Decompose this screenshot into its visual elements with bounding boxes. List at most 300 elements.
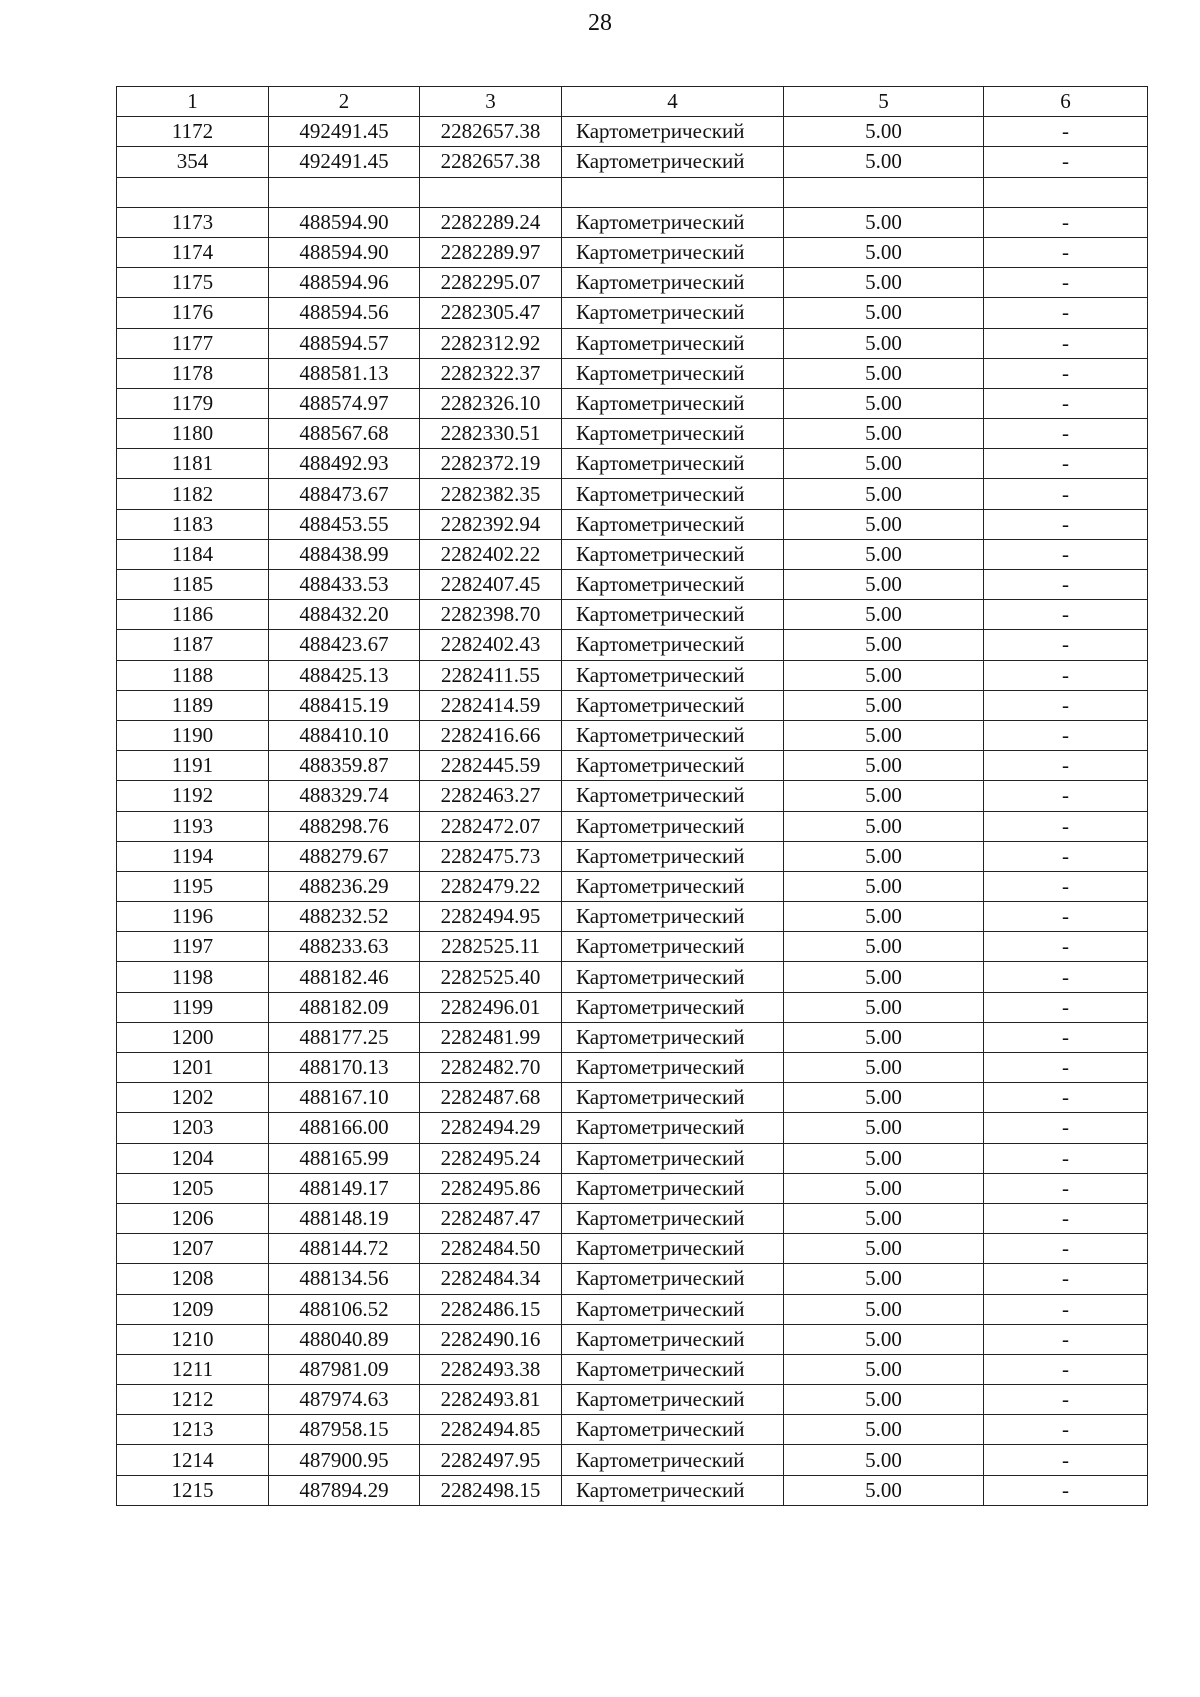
- table-row: [117, 751, 1148, 781]
- method-cell: Картометрический: [562, 720, 784, 750]
- method-cell: Картометрический: [562, 539, 784, 569]
- description-cell: -: [984, 781, 1148, 811]
- y-coordinate-cell: 2282295.07: [420, 268, 562, 298]
- y-coordinate-cell: 2282486.15: [420, 1294, 562, 1324]
- y-coordinate-cell: 2282479.22: [420, 871, 562, 901]
- method-cell: Картометрический: [562, 1354, 784, 1384]
- method-cell: Картометрический: [562, 207, 784, 237]
- description-cell: -: [984, 1113, 1148, 1143]
- description-cell: -: [984, 841, 1148, 871]
- table-row: [117, 419, 1148, 449]
- point-number-cell: 1200: [117, 1022, 269, 1052]
- accuracy-cell: 5.00: [784, 1354, 984, 1384]
- point-number-cell: 1178: [117, 358, 269, 388]
- description-cell: -: [984, 449, 1148, 479]
- point-number-cell: 1211: [117, 1354, 269, 1384]
- x-coordinate-cell: 488433.53: [269, 570, 420, 600]
- x-coordinate-cell: 488182.09: [269, 992, 420, 1022]
- description-cell: -: [984, 630, 1148, 660]
- method-cell: Картометрический: [562, 630, 784, 660]
- description-cell: -: [984, 962, 1148, 992]
- x-coordinate-cell: 488492.93: [269, 449, 420, 479]
- point-number-cell: 1194: [117, 841, 269, 871]
- description-cell: -: [984, 570, 1148, 600]
- point-number-cell: 1203: [117, 1113, 269, 1143]
- description-cell: -: [984, 1173, 1148, 1203]
- description-cell: -: [984, 932, 1148, 962]
- x-coordinate-cell: 488453.55: [269, 509, 420, 539]
- method-cell: Картометрический: [562, 1053, 784, 1083]
- point-number-cell: 1189: [117, 690, 269, 720]
- method-cell: Картометрический: [562, 1203, 784, 1233]
- x-coordinate-cell: 488594.96: [269, 268, 420, 298]
- accuracy-cell: 5.00: [784, 268, 984, 298]
- point-number-cell: 354: [117, 147, 269, 177]
- y-coordinate-cell: 2282322.37: [420, 358, 562, 388]
- description-cell: -: [984, 600, 1148, 630]
- accuracy-cell: 5.00: [784, 1324, 984, 1354]
- description-cell: -: [984, 1445, 1148, 1475]
- description-cell: -: [984, 479, 1148, 509]
- accuracy-cell: 5.00: [784, 570, 984, 600]
- x-coordinate-cell: 488233.63: [269, 932, 420, 962]
- table-row: [117, 1083, 1148, 1113]
- description-cell: -: [984, 1083, 1148, 1113]
- method-cell: Картометрический: [562, 117, 784, 147]
- y-coordinate-cell: 2282481.99: [420, 1022, 562, 1052]
- y-coordinate-cell: 2282305.47: [420, 298, 562, 328]
- point-number-cell: 1197: [117, 932, 269, 962]
- x-coordinate-cell: 488423.67: [269, 630, 420, 660]
- accuracy-cell: 5.00: [784, 660, 984, 690]
- method-cell: Картометрический: [562, 1113, 784, 1143]
- point-number-cell: 1185: [117, 570, 269, 600]
- table-row: [117, 1324, 1148, 1354]
- description-cell: -: [984, 1234, 1148, 1264]
- accuracy-cell: 5.00: [784, 690, 984, 720]
- table-row: [117, 962, 1148, 992]
- x-coordinate-cell: 488166.00: [269, 1113, 420, 1143]
- y-coordinate-cell: 2282402.43: [420, 630, 562, 660]
- table-row: [117, 1143, 1148, 1173]
- point-number-cell: 1198: [117, 962, 269, 992]
- accuracy-cell: 5.00: [784, 1022, 984, 1052]
- table-row: [117, 268, 1148, 298]
- x-coordinate-cell: 488594.57: [269, 328, 420, 358]
- method-cell: Картометрический: [562, 509, 784, 539]
- table-header-row: [117, 87, 1148, 117]
- y-coordinate-cell: 2282484.34: [420, 1264, 562, 1294]
- method-cell: Картометрический: [562, 298, 784, 328]
- method-cell: Картометрический: [562, 962, 784, 992]
- description-cell: -: [984, 720, 1148, 750]
- method-cell: Картометрический: [562, 811, 784, 841]
- table-row: [117, 539, 1148, 569]
- method-cell: Картометрический: [562, 1445, 784, 1475]
- x-coordinate-cell: 487894.29: [269, 1475, 420, 1505]
- description-cell: [984, 177, 1148, 207]
- accuracy-cell: 5.00: [784, 902, 984, 932]
- table-row: [117, 1022, 1148, 1052]
- y-coordinate-cell: 2282402.22: [420, 539, 562, 569]
- accuracy-cell: 5.00: [784, 781, 984, 811]
- x-coordinate-cell: 488574.97: [269, 388, 420, 418]
- table-row: [117, 147, 1148, 177]
- x-coordinate-cell: 488425.13: [269, 660, 420, 690]
- point-number-cell: 1191: [117, 751, 269, 781]
- method-cell: Картометрический: [562, 690, 784, 720]
- y-coordinate-cell: 2282411.55: [420, 660, 562, 690]
- description-cell: -: [984, 509, 1148, 539]
- point-number-cell: 1175: [117, 268, 269, 298]
- description-cell: -: [984, 1385, 1148, 1415]
- method-cell: Картометрический: [562, 1234, 784, 1264]
- description-cell: -: [984, 117, 1148, 147]
- description-cell: -: [984, 268, 1148, 298]
- y-coordinate-cell: 2282495.24: [420, 1143, 562, 1173]
- point-number-cell: 1209: [117, 1294, 269, 1324]
- x-coordinate-cell: 488410.10: [269, 720, 420, 750]
- point-number-cell: 1174: [117, 237, 269, 267]
- x-coordinate-cell: 488177.25: [269, 1022, 420, 1052]
- method-cell: Картометрический: [562, 449, 784, 479]
- table-row: [117, 932, 1148, 962]
- y-coordinate-cell: 2282493.81: [420, 1385, 562, 1415]
- column-header: 2: [269, 87, 420, 117]
- y-coordinate-cell: 2282392.94: [420, 509, 562, 539]
- x-coordinate-cell: 488581.13: [269, 358, 420, 388]
- method-cell: Картометрический: [562, 1264, 784, 1294]
- point-number-cell: 1187: [117, 630, 269, 660]
- table-row: [117, 600, 1148, 630]
- table-body: [117, 117, 1148, 1506]
- table-row: [117, 690, 1148, 720]
- method-cell: Картометрический: [562, 1385, 784, 1415]
- table-row: [117, 660, 1148, 690]
- x-coordinate-cell: 488040.89: [269, 1324, 420, 1354]
- x-coordinate-cell: 488106.52: [269, 1294, 420, 1324]
- y-coordinate-cell: 2282463.27: [420, 781, 562, 811]
- accuracy-cell: 5.00: [784, 811, 984, 841]
- accuracy-cell: 5.00: [784, 1415, 984, 1445]
- accuracy-cell: 5.00: [784, 358, 984, 388]
- method-cell: Картометрический: [562, 600, 784, 630]
- accuracy-cell: 5.00: [784, 388, 984, 418]
- x-coordinate-cell: 488279.67: [269, 841, 420, 871]
- x-coordinate-cell: 488170.13: [269, 1053, 420, 1083]
- point-number-cell: 1184: [117, 539, 269, 569]
- method-cell: Картометрический: [562, 1324, 784, 1354]
- y-coordinate-cell: 2282494.29: [420, 1113, 562, 1143]
- x-coordinate-cell: 488438.99: [269, 539, 420, 569]
- accuracy-cell: 5.00: [784, 509, 984, 539]
- accuracy-cell: 5.00: [784, 1203, 984, 1233]
- table-row: [117, 902, 1148, 932]
- table-row: [117, 1113, 1148, 1143]
- y-coordinate-cell: 2282407.45: [420, 570, 562, 600]
- x-coordinate-cell: 488432.20: [269, 600, 420, 630]
- accuracy-cell: 5.00: [784, 1234, 984, 1264]
- table-row: [117, 298, 1148, 328]
- method-cell: Картометрический: [562, 660, 784, 690]
- point-number-cell: 1199: [117, 992, 269, 1022]
- table-row: [117, 117, 1148, 147]
- method-cell: Картометрический: [562, 902, 784, 932]
- table-row: [117, 207, 1148, 237]
- point-number-cell: 1208: [117, 1264, 269, 1294]
- accuracy-cell: 5.00: [784, 1264, 984, 1294]
- method-cell: Картометрический: [562, 1475, 784, 1505]
- point-number-cell: 1215: [117, 1475, 269, 1505]
- y-coordinate-cell: 2282472.07: [420, 811, 562, 841]
- table-row: [117, 449, 1148, 479]
- x-coordinate-cell: 492491.45: [269, 147, 420, 177]
- method-cell: Картометрический: [562, 781, 784, 811]
- description-cell: -: [984, 660, 1148, 690]
- method-cell: Картометрический: [562, 268, 784, 298]
- x-coordinate-cell: 488473.67: [269, 479, 420, 509]
- accuracy-cell: 5.00: [784, 328, 984, 358]
- y-coordinate-cell: 2282482.70: [420, 1053, 562, 1083]
- point-number-cell: 1186: [117, 600, 269, 630]
- method-cell: Картометрический: [562, 871, 784, 901]
- point-number-cell: 1205: [117, 1173, 269, 1203]
- table-row: [117, 1354, 1148, 1384]
- method-cell: Картометрический: [562, 479, 784, 509]
- method-cell: Картометрический: [562, 147, 784, 177]
- x-coordinate-cell: 487958.15: [269, 1415, 420, 1445]
- table-row: [117, 1415, 1148, 1445]
- accuracy-cell: 5.00: [784, 1294, 984, 1324]
- point-number-cell: 1181: [117, 449, 269, 479]
- method-cell: Картометрический: [562, 751, 784, 781]
- method-cell: Картометрический: [562, 1294, 784, 1324]
- x-coordinate-cell: 488359.87: [269, 751, 420, 781]
- table-row: [117, 570, 1148, 600]
- method-cell: Картометрический: [562, 388, 784, 418]
- page-number: 28: [588, 10, 612, 36]
- method-cell: Картометрический: [562, 237, 784, 267]
- y-coordinate-cell: 2282414.59: [420, 690, 562, 720]
- accuracy-cell: 5.00: [784, 1113, 984, 1143]
- point-number-cell: 1179: [117, 388, 269, 418]
- table-row: [117, 479, 1148, 509]
- y-coordinate-cell: 2282493.38: [420, 1354, 562, 1384]
- point-number-cell: 1173: [117, 207, 269, 237]
- description-cell: -: [984, 539, 1148, 569]
- point-number-cell: 1195: [117, 871, 269, 901]
- point-number-cell: 1193: [117, 811, 269, 841]
- table-row: [117, 811, 1148, 841]
- column-header: 1: [117, 87, 269, 117]
- y-coordinate-cell: 2282398.70: [420, 600, 562, 630]
- x-coordinate-cell: 488134.56: [269, 1264, 420, 1294]
- y-coordinate-cell: 2282496.01: [420, 992, 562, 1022]
- accuracy-cell: 5.00: [784, 751, 984, 781]
- description-cell: -: [984, 419, 1148, 449]
- method-cell: Картометрический: [562, 328, 784, 358]
- accuracy-cell: 5.00: [784, 1445, 984, 1475]
- y-coordinate-cell: 2282487.47: [420, 1203, 562, 1233]
- method-cell: Картометрический: [562, 932, 784, 962]
- accuracy-cell: 5.00: [784, 449, 984, 479]
- x-coordinate-cell: 487981.09: [269, 1354, 420, 1384]
- y-coordinate-cell: 2282657.38: [420, 147, 562, 177]
- method-cell: Картометрический: [562, 1143, 784, 1173]
- accuracy-cell: 5.00: [784, 841, 984, 871]
- description-cell: -: [984, 1264, 1148, 1294]
- table-row: [117, 1475, 1148, 1505]
- table-row: [117, 388, 1148, 418]
- accuracy-cell: 5.00: [784, 1083, 984, 1113]
- table-row: [117, 871, 1148, 901]
- y-coordinate-cell: 2282289.97: [420, 237, 562, 267]
- column-header: 3: [420, 87, 562, 117]
- point-number-cell: 1176: [117, 298, 269, 328]
- y-coordinate-cell: 2282330.51: [420, 419, 562, 449]
- point-number-cell: 1180: [117, 419, 269, 449]
- x-coordinate-cell: 488144.72: [269, 1234, 420, 1264]
- description-cell: -: [984, 1203, 1148, 1233]
- method-cell: Картометрический: [562, 419, 784, 449]
- point-number-cell: 1210: [117, 1324, 269, 1354]
- y-coordinate-cell: 2282525.40: [420, 962, 562, 992]
- point-number-cell: 1213: [117, 1415, 269, 1445]
- description-cell: -: [984, 1475, 1148, 1505]
- x-coordinate-cell: 488329.74: [269, 781, 420, 811]
- description-cell: -: [984, 328, 1148, 358]
- table-row: [117, 1264, 1148, 1294]
- x-coordinate-cell: 488182.46: [269, 962, 420, 992]
- column-header: 5: [784, 87, 984, 117]
- accuracy-cell: 5.00: [784, 479, 984, 509]
- accuracy-cell: 5.00: [784, 147, 984, 177]
- x-coordinate-cell: 488232.52: [269, 902, 420, 932]
- table-row: [117, 1294, 1148, 1324]
- description-cell: -: [984, 1143, 1148, 1173]
- accuracy-cell: 5.00: [784, 992, 984, 1022]
- table-row: [117, 992, 1148, 1022]
- method-cell: Картометрический: [562, 570, 784, 600]
- method-cell: Картометрический: [562, 1415, 784, 1445]
- description-cell: -: [984, 1354, 1148, 1384]
- description-cell: -: [984, 871, 1148, 901]
- method-cell: Картометрический: [562, 1022, 784, 1052]
- description-cell: -: [984, 1294, 1148, 1324]
- point-number-cell: 1190: [117, 720, 269, 750]
- point-number-cell: 1207: [117, 1234, 269, 1264]
- y-coordinate-cell: 2282484.50: [420, 1234, 562, 1264]
- accuracy-cell: 5.00: [784, 298, 984, 328]
- method-cell: [562, 177, 784, 207]
- description-cell: -: [984, 902, 1148, 932]
- description-cell: -: [984, 298, 1148, 328]
- y-coordinate-cell: 2282372.19: [420, 449, 562, 479]
- x-coordinate-cell: 488594.56: [269, 298, 420, 328]
- point-number-cell: 1182: [117, 479, 269, 509]
- table-row: [117, 1053, 1148, 1083]
- y-coordinate-cell: 2282525.11: [420, 932, 562, 962]
- accuracy-cell: 5.00: [784, 630, 984, 660]
- x-coordinate-cell: 488298.76: [269, 811, 420, 841]
- description-cell: -: [984, 147, 1148, 177]
- table-row: [117, 358, 1148, 388]
- x-coordinate-cell: 488567.68: [269, 419, 420, 449]
- table-row: [117, 237, 1148, 267]
- description-cell: -: [984, 1324, 1148, 1354]
- x-coordinate-cell: 487900.95: [269, 1445, 420, 1475]
- x-coordinate-cell: 488149.17: [269, 1173, 420, 1203]
- accuracy-cell: 5.00: [784, 1053, 984, 1083]
- table-row: [117, 781, 1148, 811]
- y-coordinate-cell: 2282495.86: [420, 1173, 562, 1203]
- accuracy-cell: 5.00: [784, 117, 984, 147]
- table-row: [117, 1203, 1148, 1233]
- accuracy-cell: 5.00: [784, 1475, 984, 1505]
- y-coordinate-cell: 2282312.92: [420, 328, 562, 358]
- description-cell: -: [984, 811, 1148, 841]
- x-coordinate-cell: 488594.90: [269, 207, 420, 237]
- table-row: [117, 177, 1148, 207]
- description-cell: -: [984, 207, 1148, 237]
- x-coordinate-cell: 488148.19: [269, 1203, 420, 1233]
- accuracy-cell: 5.00: [784, 1385, 984, 1415]
- x-coordinate-cell: 488236.29: [269, 871, 420, 901]
- table-row: [117, 720, 1148, 750]
- point-number-cell: 1202: [117, 1083, 269, 1113]
- point-number-cell: 1172: [117, 117, 269, 147]
- description-cell: -: [984, 690, 1148, 720]
- table-row: [117, 1234, 1148, 1264]
- accuracy-cell: 5.00: [784, 600, 984, 630]
- point-number-cell: 1214: [117, 1445, 269, 1475]
- table-row: [117, 841, 1148, 871]
- accuracy-cell: 5.00: [784, 720, 984, 750]
- y-coordinate-cell: 2282487.68: [420, 1083, 562, 1113]
- x-coordinate-cell: 488594.90: [269, 237, 420, 267]
- y-coordinate-cell: 2282497.95: [420, 1445, 562, 1475]
- accuracy-cell: 5.00: [784, 207, 984, 237]
- x-coordinate-cell: 488167.10: [269, 1083, 420, 1113]
- y-coordinate-cell: 2282416.66: [420, 720, 562, 750]
- x-coordinate-cell: 487974.63: [269, 1385, 420, 1415]
- description-cell: -: [984, 1415, 1148, 1445]
- method-cell: Картометрический: [562, 358, 784, 388]
- table-row: [117, 509, 1148, 539]
- x-coordinate-cell: 492491.45: [269, 117, 420, 147]
- y-coordinate-cell: 2282494.85: [420, 1415, 562, 1445]
- description-cell: -: [984, 751, 1148, 781]
- point-number-cell: 1196: [117, 902, 269, 932]
- accuracy-cell: 5.00: [784, 962, 984, 992]
- description-cell: -: [984, 1053, 1148, 1083]
- table-row: [117, 1445, 1148, 1475]
- y-coordinate-cell: 2282475.73: [420, 841, 562, 871]
- accuracy-cell: 5.00: [784, 871, 984, 901]
- method-cell: Картометрический: [562, 841, 784, 871]
- y-coordinate-cell: 2282498.15: [420, 1475, 562, 1505]
- y-coordinate-cell: 2282494.95: [420, 902, 562, 932]
- description-cell: -: [984, 388, 1148, 418]
- description-cell: -: [984, 992, 1148, 1022]
- accuracy-cell: [784, 177, 984, 207]
- description-cell: -: [984, 358, 1148, 388]
- point-number-cell: 1206: [117, 1203, 269, 1233]
- accuracy-cell: 5.00: [784, 539, 984, 569]
- method-cell: Картометрический: [562, 1173, 784, 1203]
- x-coordinate-cell: [269, 177, 420, 207]
- accuracy-cell: 5.00: [784, 1143, 984, 1173]
